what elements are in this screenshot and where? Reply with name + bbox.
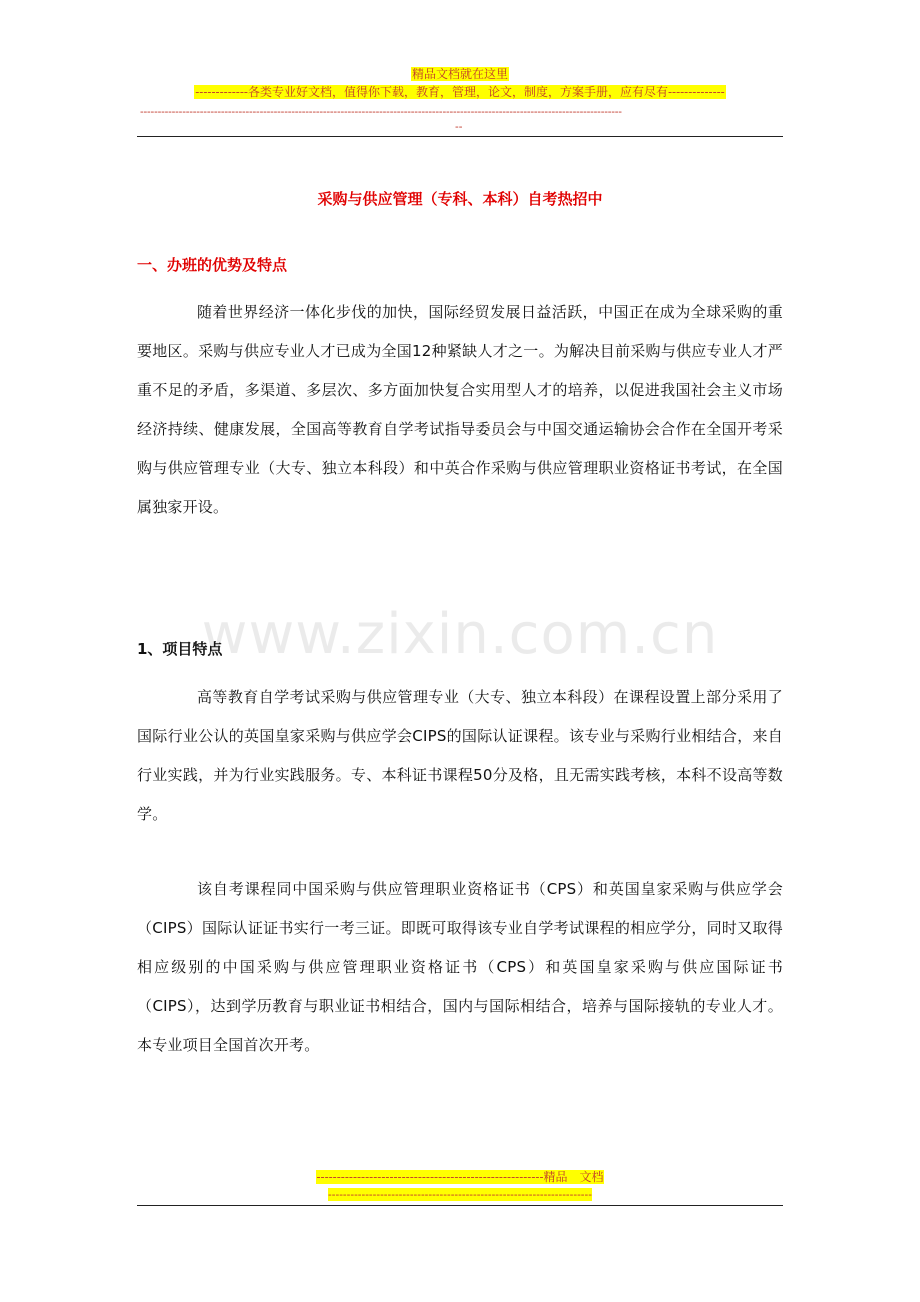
subsection-paragraph-1: 高等教育自学考试采购与供应管理专业（大专、独立本科段）在课程设置上部分采用了国际行业公认的英国皇家采购与供应学会CIPS的国际认证课程。该专业与采购行业相结合，来自行业实践，并为行业实践服务。专、本科证书课程50分及格，且无需实践考核，本科不设高等数学。 [137,688,783,823]
header-divider [137,136,783,137]
header-dashes: ----------------------------------------------------------------------------------------------------------------------------------------- [140,105,622,118]
footer-divider [137,1205,783,1206]
header-line-1 [0,66,920,82]
watermark: www.zixin.com.cn [201,602,719,667]
section-heading: 一、办班的优势及特点 [137,256,288,274]
header-slogan: -------------各类专业好文档，值得你下载，教育，管理，论文，制度，方案手册，应有尽有-------------- [195,85,725,99]
subsection-heading: 1、项目特点 [137,640,223,658]
header-line-2 [0,84,920,100]
footer-label: --------------------------------------------------------精品 文档 [316,1170,604,1184]
footer-line-2 [0,1188,920,1201]
header-dashes-tail: -- [455,120,463,133]
document-title: 采购与供应管理（专科、本科）自考热招中 [317,190,603,208]
header-title: 精品文档就在这里 [411,67,508,81]
subsection-paragraph-2: 该自考课程同中国采购与供应管理职业资格证书（CPS）和英国皇家采购与供应学会（CIPS）国际认证证书实行一考三证。即既可取得该专业自学考试课程的相应学分，同时又取得相应级别的中国采购与供应管理职业资格证书（CPS）和英国皇家采购与供应国际证书（CIPS），达到学历教育与职业证书相结合，国内与国际相结合，培养与国际接轨的专业人才。本专业项目全国首次开考。 [137,880,783,1054]
footer-line-1 [0,1169,920,1185]
footer-dashes: ----------------------------------------------------------------------- [328,1188,592,1201]
section-paragraph: 随着世界经济一体化步伐的加快，国际经贸发展日益活跃，中国正在成为全球采购的重要地区。采购与供应专业人才已成为全国12种紧缺人才之一。为解决目前采购与供应专业人才严重不足的矛盾，多渠道、多层次、多方面加快复合实用型人才的培养，以促进我国社会主义市场经济持续、健康发展，全国高等教育自学考试指导委员会与中国交通运输协会合作在全国开考采购与供应管理专业（大专、独立本科段）和中英合作采购与供应管理职业资格证书考试，在全国属独家开设。 [137,303,783,516]
